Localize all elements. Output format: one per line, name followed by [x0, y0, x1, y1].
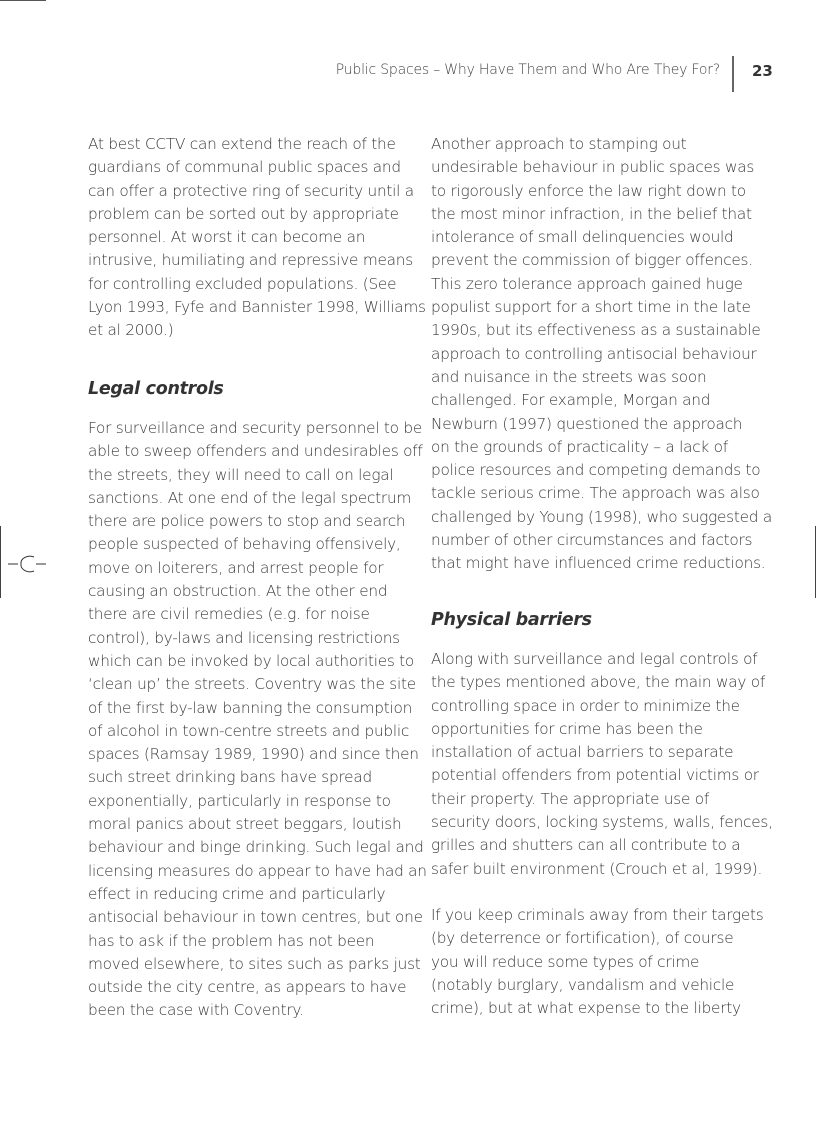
text-line: to rigorously enforce the law right down to: [431, 181, 746, 200]
right-column: [431, 133, 773, 1020]
text-line: Newburn (1997) questioned the approach: [431, 414, 743, 433]
text-line: approach to controlling antisocial behaviour: [431, 344, 757, 363]
text-line: can offer a protective ring of security until a: [88, 181, 414, 200]
right-paragraph-2: [431, 648, 773, 881]
text-line: exponentially, particularly in response to: [88, 791, 391, 810]
text-line: prevent the commission of bigger offences.: [431, 251, 753, 270]
registration-mark-icon: [8, 552, 46, 576]
text-line: of the first by-law banning the consumption: [88, 698, 413, 717]
header-divider: [732, 56, 734, 92]
crop-mark-left: [0, 526, 1, 598]
left-paragraph-2: [88, 417, 427, 1023]
text-line: been the case with Coventry.: [88, 1001, 304, 1020]
text-line: For surveillance and security personnel to be: [88, 418, 423, 437]
text-line: outside the city centre, as appears to have: [88, 978, 407, 997]
text-line: people suspected of behaving offensively,: [88, 535, 401, 554]
text-line: of alcohol in town-centre streets and public: [88, 721, 410, 740]
text-line: undesirable behaviour in public spaces was: [431, 158, 755, 177]
section-heading-physical-barriers: Physical barriers: [431, 609, 592, 630]
text-line: able to sweep offenders and undesirables off: [88, 442, 423, 461]
text-line: problem can be sorted out by appropriate: [88, 204, 399, 223]
text-line: intrusive, humiliating and repressive means: [88, 251, 413, 270]
text-line: intolerance of small delinquencies would: [431, 228, 734, 247]
text-line: guardians of communal public spaces and: [88, 158, 401, 177]
text-line: grilles and shutters can all contribute to a: [431, 836, 741, 855]
text-line: challenged. For example, Morgan and: [431, 391, 711, 410]
text-line: effect in reducing crime and particularly: [88, 884, 386, 903]
left-paragraph-1: [88, 133, 426, 343]
text-line: (notably burglary, vandalism and vehicle: [431, 975, 735, 994]
text-line: licensing measures do appear to have had an: [88, 861, 427, 880]
text-line: there are police powers to stop and search: [88, 512, 406, 531]
text-line: safer built environment (Crouch et al, 1999).: [431, 859, 763, 878]
text-line: opportunities for crime has been the: [431, 719, 703, 738]
text-line: security doors, locking systems, walls, fences,: [431, 813, 773, 832]
text-line: moved elsewhere, to sites such as parks just: [88, 954, 421, 973]
text-line: the types mentioned above, the main way of: [431, 673, 765, 692]
left-column: [88, 133, 427, 1023]
text-line: the streets, they will need to call on legal: [88, 465, 394, 484]
text-line: on the grounds of practicality – a lack of: [431, 437, 728, 456]
text-line: move on loiterers, and arrest people for: [88, 558, 384, 577]
text-line: Another approach to stamping out: [431, 135, 687, 153]
text-line: the most minor infraction, in the belief that: [431, 204, 752, 223]
text-line: you will reduce some types of crime: [431, 952, 700, 971]
text-line: causing an obstruction. At the other end: [88, 582, 388, 601]
text-line: ‘clean up’ the streets. Coventry was the site: [88, 675, 416, 694]
text-line: et al 2000.): [88, 321, 174, 340]
text-line: their property. The appropriate use of: [431, 789, 710, 808]
text-line: spaces (Ramsay 1989, 1990) and since then: [88, 745, 419, 764]
right-paragraph-1: [431, 133, 773, 576]
text-line: sanctions. At one end of the legal spectrum: [88, 488, 412, 507]
text-line: police resources and competing demands to: [431, 461, 761, 480]
section-heading-legal-controls: Legal controls: [88, 378, 224, 399]
text-line: installation of actual barriers to separate: [431, 743, 734, 762]
text-line: for controlling excluded populations. (See: [88, 274, 397, 293]
text-line: that might have influenced crime reductions.: [431, 554, 766, 573]
text-line: there are civil remedies (e.g. for noise: [88, 605, 370, 624]
text-line: antisocial behaviour in town centres, but one: [88, 908, 423, 927]
text-line: Lyon 1993, Fyfe and Bannister 1998, Williams: [88, 298, 426, 317]
text-line: If you keep criminals away from their targets: [431, 905, 764, 924]
page-number: 23: [752, 62, 773, 80]
text-line: control), by-laws and licensing restrictions: [88, 628, 400, 647]
text-line: challenged by Young (1998), who suggested a: [431, 507, 773, 526]
text-line: which can be invoked by local authorities to: [88, 651, 415, 670]
text-line: (by deterrence or fortification), of course: [431, 929, 734, 948]
text-line: such street drinking bans have spread: [88, 768, 372, 787]
running-header: Public Spaces – Why Have Them and Who Are They For?: [335, 62, 720, 78]
text-line: behaviour and binge drinking. Such legal and: [88, 838, 424, 857]
text-line: potential offenders from potential victims or: [431, 766, 759, 785]
text-line: number of other circumstances and factors: [431, 531, 753, 550]
text-line: tackle serious crime. The approach was also: [431, 484, 760, 503]
crop-mark-top: [0, 0, 46, 1]
text-line: and nuisance in the streets was soon: [431, 367, 707, 386]
text-line: At best CCTV can extend the reach of the: [88, 135, 396, 153]
text-line: controlling space in order to minimize the: [431, 696, 740, 715]
text-line: 1990s, but its effectiveness as a sustainable: [431, 321, 761, 340]
text-line: personnel. At worst it can become an: [88, 228, 366, 247]
text-line: moral panics about street beggars, loutish: [88, 815, 402, 834]
text-line: Along with surveillance and legal controls of: [431, 649, 758, 668]
text-line: This zero tolerance approach gained huge: [431, 274, 743, 293]
text-line: has to ask if the problem has not been: [88, 931, 375, 950]
right-paragraph-3: [431, 904, 764, 1020]
text-line: crime), but at what expense to the liberty: [431, 999, 741, 1018]
text-line: populist support for a short time in the late: [431, 298, 751, 317]
